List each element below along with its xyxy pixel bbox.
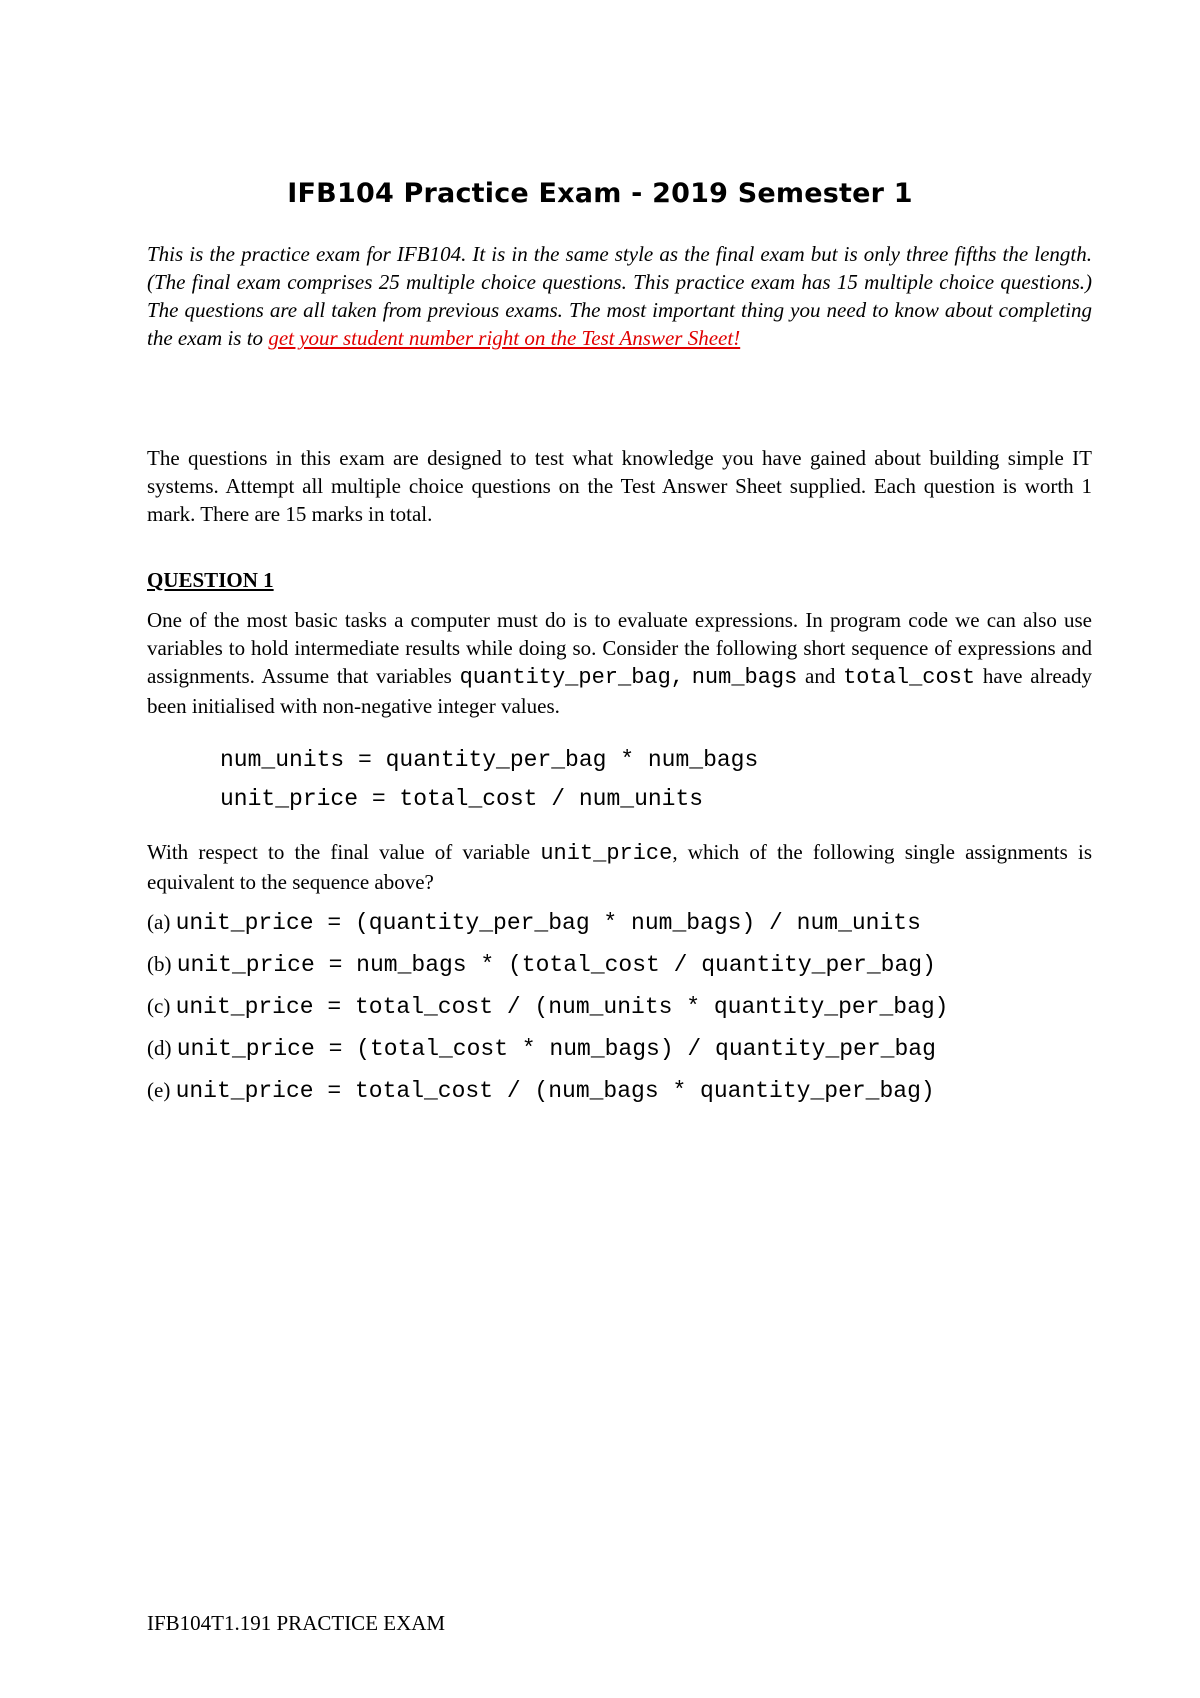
question-body-text: have already been initialised with non-negative integer values. (147, 664, 1092, 718)
code-line-2: unit_price = total_cost / num_units (220, 786, 704, 812)
variable-unit-price: unit_price (540, 841, 673, 866)
option-code: unit_price = total_cost / (num_units * quantity_per_bag) (175, 994, 949, 1020)
prompt-text: , which of the following single assignments is equivalent to the sequence above? (147, 840, 1092, 894)
option-code: unit_price = total_cost / (num_bags * quantity_per_bag) (175, 1078, 935, 1104)
option-label: (d) (147, 1036, 177, 1060)
question-1-body (147, 606, 1092, 720)
option-code: unit_price = num_bags * (total_cost / quantity_per_bag) (176, 952, 936, 978)
variable-total-cost: total_cost (843, 665, 976, 690)
option-label: (b) (147, 952, 177, 976)
option-e (147, 1078, 935, 1104)
option-label: (a) (147, 910, 176, 934)
instructions-paragraph: The questions in this exam are designed to test what knowledge you have gained about building simple IT systems. Attempt all multiple choice questions on the Test Answer Sheet supplied. Each question is worth 1 mark. There are 15 marks in total. (147, 446, 1092, 526)
intro-warning: get your student number right on the Test Answer Sheet! (268, 326, 741, 350)
intro-paragraph (147, 240, 1092, 352)
prompt-text: With respect to the final value of variable (147, 840, 541, 864)
option-code: unit_price = (total_cost * num_bags) / quantity_per_bag (176, 1036, 936, 1062)
variable-quantity-per-bag: quantity_per_bag, (459, 665, 684, 690)
question-1-heading: QUESTION 1 (147, 568, 274, 592)
option-label: (c) (147, 994, 176, 1018)
option-d (147, 1036, 936, 1062)
option-label: (e) (147, 1078, 176, 1102)
option-code: unit_price = (quantity_per_bag * num_bags) / num_units (175, 910, 921, 936)
question-body-text: and (797, 664, 844, 688)
variable-num-bags: num_bags (691, 665, 798, 690)
code-line-1: num_units = quantity_per_bag * num_bags (220, 747, 759, 773)
intro-text: This is the practice exam for IFB104. It is in the same style as the final exam but is only three fifths the length. (The final exam comprises 25 multiple choice questions. This practice exam has 15 multiple choice questions.) The questions are all taken from previous exams. The most important thing you need to know about completing the exam is to (147, 242, 1092, 350)
question-prompt (147, 838, 1092, 896)
question-body-text: One of the most basic tasks a computer must do is to evaluate expressions. In program code we can also use variables to hold intermediate results while doing so. Consider the following short sequence of expressions and assignments. Assume that variables (147, 608, 1092, 688)
page-title: IFB104 Practice Exam - 2019 Semester 1 (287, 178, 913, 209)
option-a (147, 910, 921, 936)
option-c (147, 994, 949, 1020)
page-footer: IFB104T1.191 PRACTICE EXAM (147, 1611, 446, 1635)
option-b (147, 952, 936, 978)
